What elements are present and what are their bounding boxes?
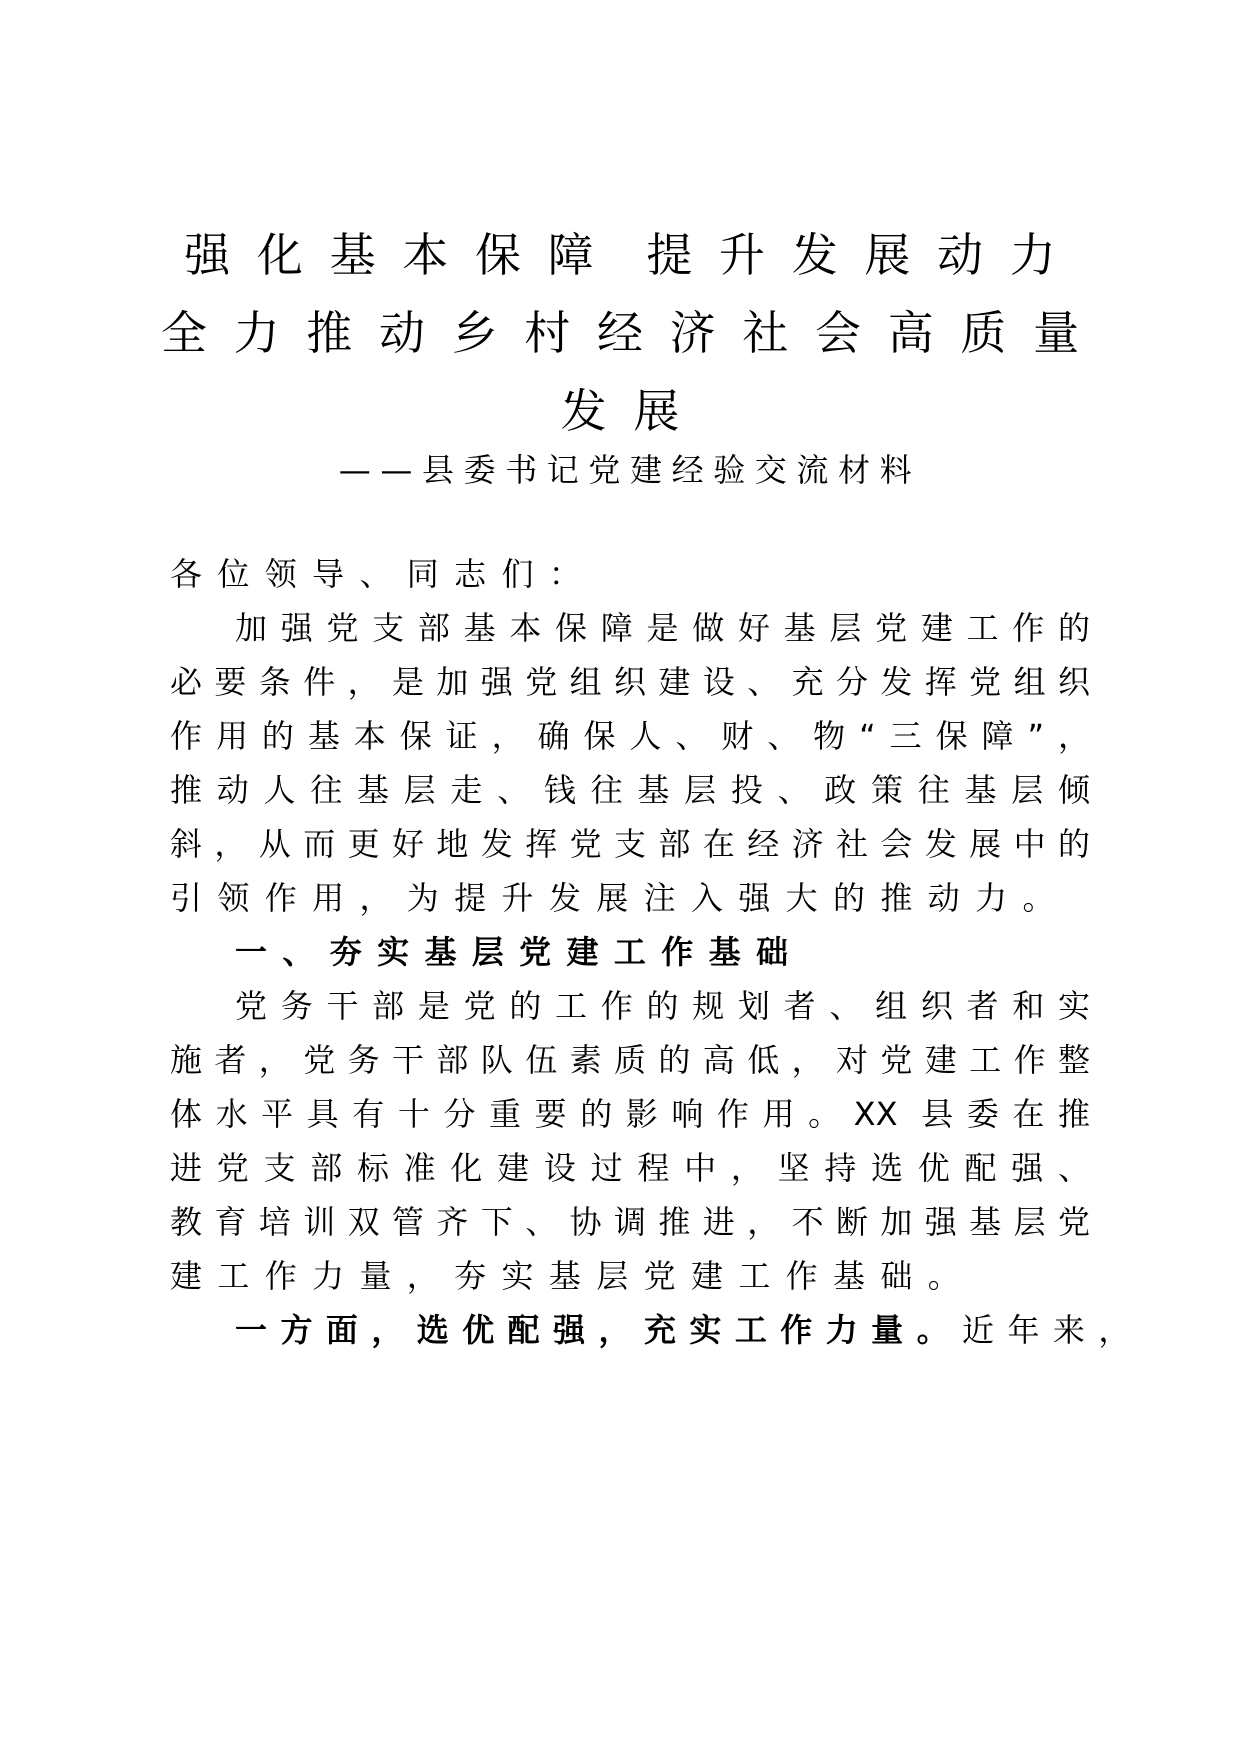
paragraph-line: 体水平具有十分重要的影响作用。XX 县委在推 bbox=[170, 1095, 1090, 1133]
paragraph-line: 斜，从而更好地发挥党支部在经济社会发展中的 bbox=[170, 825, 1090, 863]
title-phrase-1: 强化基本保障 bbox=[184, 228, 621, 282]
section-heading-1: 一、夯实基层党建工作基础 bbox=[235, 933, 804, 971]
paragraph-line: 必要条件，是加强党组织建设、充分发挥党组织 bbox=[170, 663, 1090, 701]
title-line-2: 全力推动乡村经济社会高质量 bbox=[160, 306, 1106, 360]
paragraph-line: 引领作用，为提升发展注入强大的推动力。 bbox=[170, 879, 1070, 917]
paragraph-3-line bbox=[235, 1308, 1155, 1352]
paragraph-line: 加强党支部基本保障是做好基层党建工作的 bbox=[235, 609, 1090, 647]
paragraph-line: 党务干部是党的工作的规划者、组织者和实 bbox=[235, 987, 1090, 1025]
title-line-1 bbox=[0, 225, 1240, 285]
paragraph-line: 建工作力量，夯实基层党建工作基础。 bbox=[170, 1257, 976, 1295]
paragraph-line: 施者，党务干部队伍素质的高低，对党建工作整 bbox=[170, 1041, 1090, 1079]
paragraph-3-bold-lead: 一方面，选优配强，充实工作力量。 bbox=[235, 1311, 963, 1349]
paragraph-line: 教育培训双管齐下、协调推进，不断加强基层党 bbox=[170, 1203, 1090, 1241]
title-phrase-2: 提升发展动力 bbox=[646, 228, 1083, 282]
paragraph-line: 作用的基本保证，确保人、财、物“三保障”， bbox=[170, 717, 1090, 755]
subtitle: ——县委书记党建经验交流材料 bbox=[338, 451, 922, 489]
title-line-3: 发展 bbox=[560, 384, 707, 438]
paragraph-3-rest: 近年来， bbox=[962, 1311, 1144, 1349]
salutation: 各位领导、同志们： bbox=[170, 555, 597, 593]
paragraph-line: 进党支部标准化建设过程中，坚持选优配强、 bbox=[170, 1149, 1090, 1187]
paragraph-line: 推动人往基层走、钱往基层投、政策往基层倾 bbox=[170, 771, 1090, 809]
